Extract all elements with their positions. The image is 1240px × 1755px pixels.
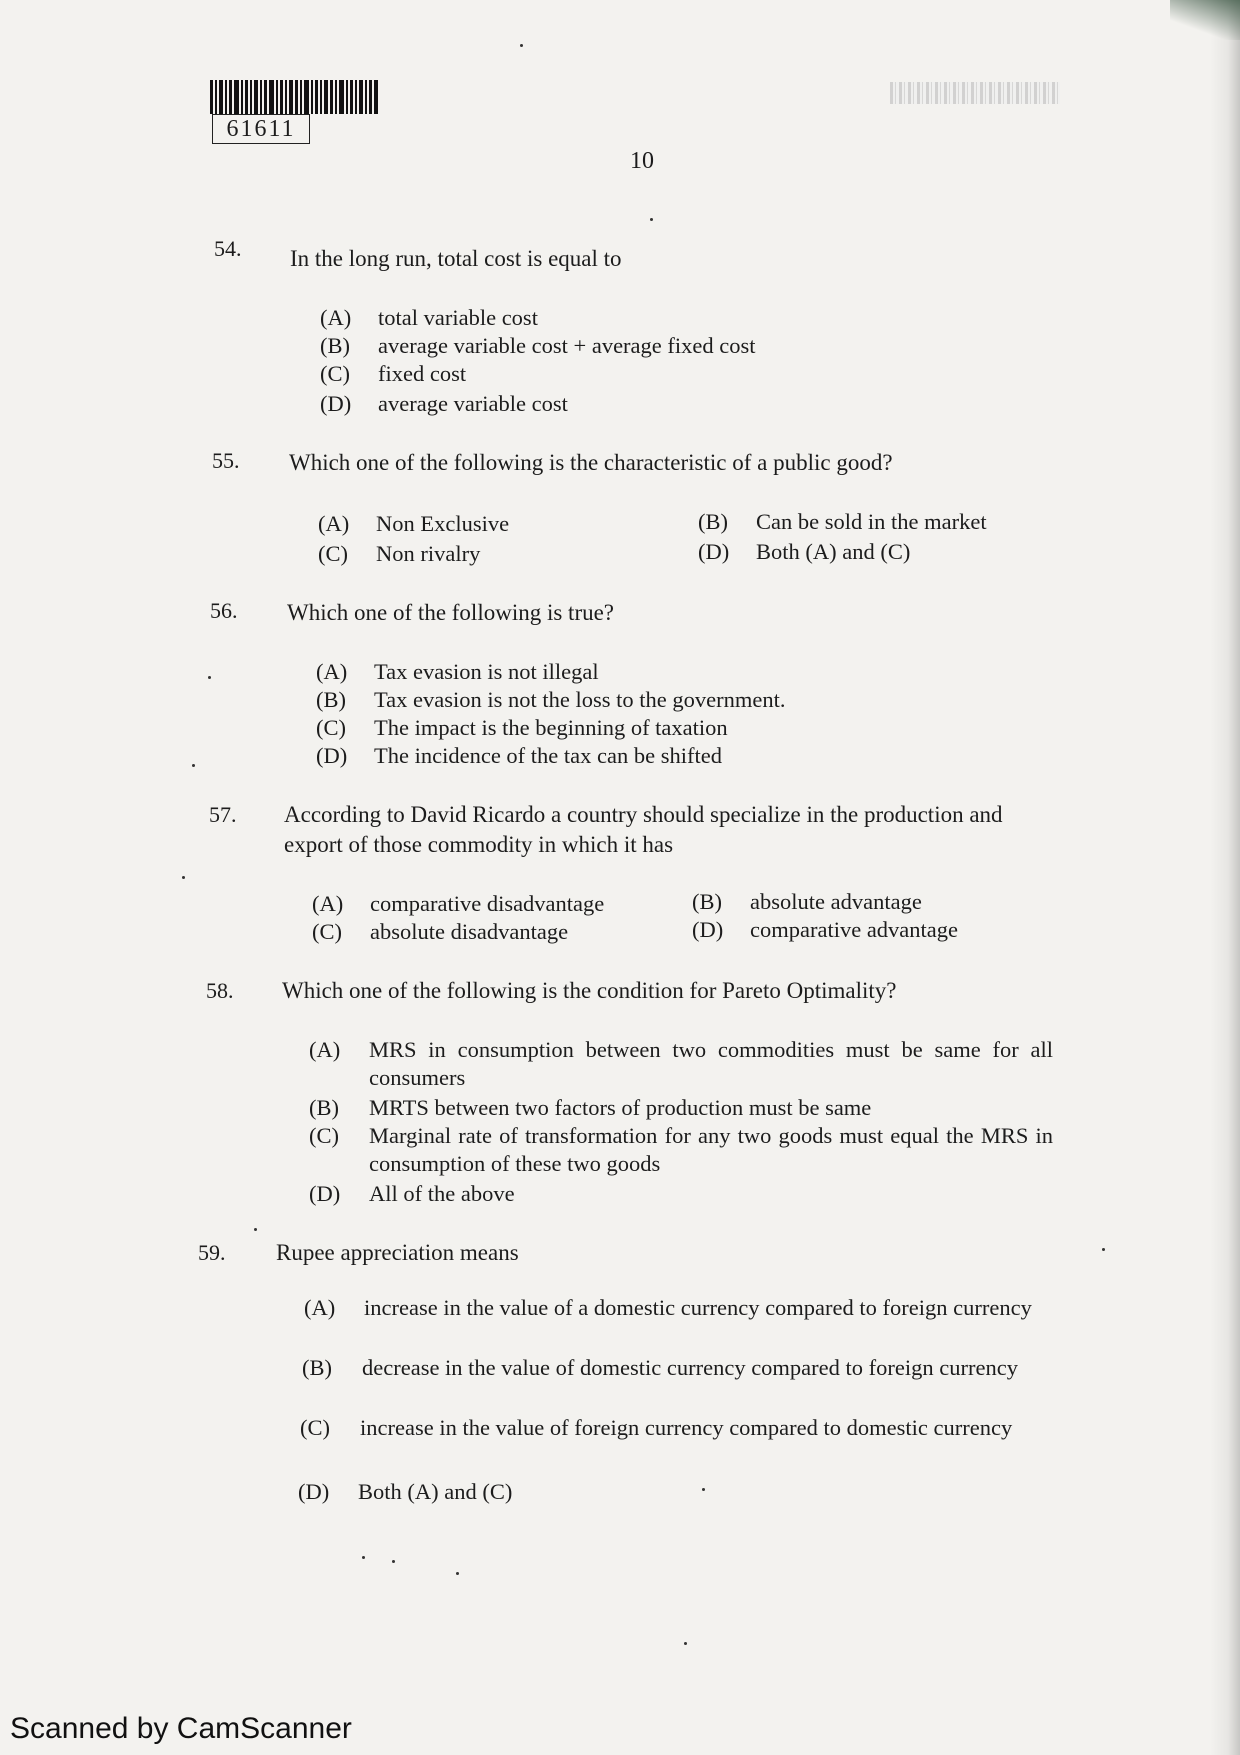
option-label: (D) (298, 1479, 330, 1504)
scan-speck (456, 1572, 459, 1575)
question-number: 58. (206, 978, 234, 1003)
option-text: Marginal rate of transformation for any two goods must equal the MRS in consumption of these two goods (369, 1123, 1053, 1176)
option-b (302, 1354, 1054, 1382)
option-b (692, 888, 922, 916)
option-label: (A) (318, 511, 350, 536)
faint-barcode-icon (890, 82, 1060, 104)
option-a (316, 658, 599, 686)
question-text-line2: export of those commodity in which it has (284, 832, 674, 857)
option-label: (D) (309, 1181, 341, 1206)
option-text: fixed cost (378, 361, 467, 386)
option-text: MRTS between two factors of production must be same (369, 1095, 872, 1120)
scan-speck (362, 1556, 365, 1559)
option-label: (C) (300, 1415, 330, 1440)
option-text: MRS in consumption between two commodities must be same for all consumers (369, 1037, 1053, 1090)
option-label: (B) (316, 687, 346, 712)
option-a (304, 1294, 1054, 1322)
option-label: (A) (320, 305, 352, 330)
option-d (309, 1180, 515, 1208)
option-label: (C) (320, 361, 350, 386)
scanner-watermark: Scanned by CamScanner (10, 1712, 352, 1745)
option-text: All of the above (369, 1181, 515, 1206)
option-label: (D) (316, 743, 348, 768)
scan-speck (684, 1642, 687, 1645)
scan-speck (192, 764, 195, 767)
option-label: (A) (312, 891, 344, 916)
question-text: Which one of the following is the condition for Pareto Optimality? (282, 978, 897, 1003)
scan-speck (520, 44, 523, 47)
option-b (698, 508, 987, 536)
scan-speck (182, 876, 185, 879)
page-corner-fold (1170, 0, 1240, 40)
option-text: comparative advantage (750, 917, 959, 942)
option-text: Can be sold in the market (756, 509, 987, 534)
option-label: (A) (316, 659, 348, 684)
option-label: (B) (692, 889, 722, 914)
option-label: (C) (312, 919, 342, 944)
option-b (320, 332, 756, 360)
option-b (309, 1094, 871, 1122)
option-text: Both (A) and (C) (358, 1479, 513, 1504)
question-number: 55. (212, 448, 240, 473)
option-text: Non rivalry (376, 541, 481, 566)
option-a (320, 304, 538, 332)
option-label: (C) (316, 715, 346, 740)
scan-speck (392, 1560, 395, 1563)
option-c (318, 540, 480, 568)
question-number: 56. (210, 598, 238, 623)
option-label: (B) (698, 509, 728, 534)
question-number: 54. (214, 236, 242, 261)
option-text: The impact is the beginning of taxation (374, 715, 728, 740)
option-text: Non Exclusive (376, 511, 510, 536)
option-d (298, 1478, 512, 1506)
option-c (312, 918, 568, 946)
option-text: increase in the value of a domestic currency compared to foreign currency (364, 1295, 1032, 1320)
scan-speck (650, 218, 653, 221)
option-d (698, 538, 910, 566)
scan-speck (702, 1488, 705, 1491)
option-label: (A) (309, 1037, 341, 1062)
booklet-code: 61611 (212, 114, 310, 144)
option-label: (B) (309, 1095, 339, 1120)
option-a (312, 890, 604, 918)
option-text: decrease in the value of domestic currency compared to foreign currency (362, 1355, 1018, 1380)
barcode-icon (210, 80, 380, 114)
option-text: average variable cost (378, 391, 568, 416)
option-c (320, 360, 466, 388)
page-number: 10 (630, 148, 654, 174)
question-text: Which one of the following is the characteristic of a public good? (289, 450, 893, 475)
scan-speck (1102, 1248, 1105, 1251)
scan-speck (254, 1228, 257, 1231)
scan-speck (208, 676, 211, 679)
option-text: The incidence of the tax can be shifted (374, 743, 722, 768)
option-label: (C) (309, 1123, 339, 1148)
option-text: absolute advantage (750, 889, 922, 914)
question-text: Which one of the following is true? (287, 600, 615, 625)
option-d (316, 742, 722, 770)
option-c (309, 1122, 1053, 1178)
page-edge-shadow (1210, 0, 1240, 1755)
option-b (316, 686, 785, 714)
question-number: 59. (198, 1240, 226, 1265)
option-c (300, 1414, 1054, 1442)
option-d (320, 390, 568, 418)
option-c (316, 714, 728, 742)
option-text: Tax evasion is not illegal (374, 659, 599, 684)
option-text: comparative disadvantage (370, 891, 605, 916)
option-a (309, 1036, 1053, 1092)
option-label: (D) (320, 391, 352, 416)
option-label: (A) (304, 1295, 336, 1320)
option-text: absolute disadvantage (370, 919, 569, 944)
option-d (692, 916, 958, 944)
question-text: Rupee appreciation means (276, 1240, 519, 1265)
option-text: total variable cost (378, 305, 538, 330)
option-a (318, 510, 509, 538)
option-label: (C) (318, 541, 348, 566)
option-label: (B) (320, 333, 350, 358)
option-label: (B) (302, 1355, 332, 1380)
option-label: (D) (698, 539, 730, 564)
option-text: average variable cost + average fixed cost (378, 333, 756, 358)
question-text-line1: According to David Ricardo a country should specialize in the production and (284, 802, 1003, 827)
option-text: increase in the value of foreign currency compared to domestic currency (360, 1415, 1013, 1440)
option-text: Both (A) and (C) (756, 539, 911, 564)
question-number: 57. (209, 802, 237, 827)
option-text: Tax evasion is not the loss to the government. (374, 687, 786, 712)
option-label: (D) (692, 917, 724, 942)
question-text: In the long run, total cost is equal to (290, 246, 622, 271)
